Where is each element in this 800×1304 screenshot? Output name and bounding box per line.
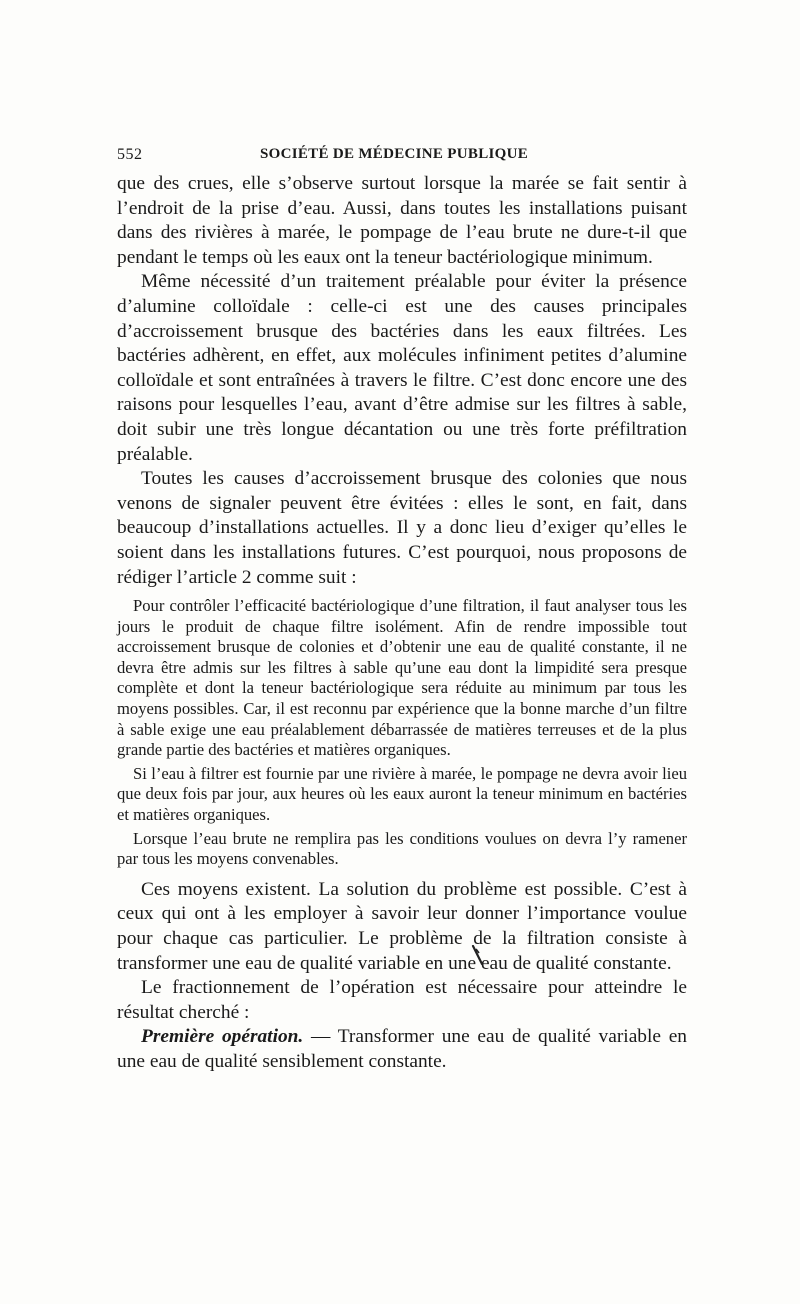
quoted-paragraph: Pour contrôler l’efficacité bactériologique d’une filtration, il faut analyser tous les jours le produit de chaque filtre isolément. Afin de rendre impossible tout accroissement brusque de colonies et d’obtenir une eau de qualité constante, il ne devra être admis sur les filtres à sable qu’une eau dont la limpidité sera presque complète et dont la teneur bactériologique sera réduite au minimum par tous les moyens possibles. Car, il est reconnu par expérience que la bonne marche d’un filtre à sable exige une eau préalablement débarrassée de matières terreuses et de la plus grande partie des bactéries et matières organiques. bbox=[117, 596, 687, 760]
operation-text: — Transformer une eau de qualité variable en une eau de qualité sensiblement constante. bbox=[117, 1026, 688, 1072]
paragraph: Toutes les causes d’accroissement brusque des colonies que nous venons de signaler peuvent être évitées : elles le sont, en fait, dans beaucoup d’installations actuelles. Il y a donc lieu d’exiger qu’elles le soient dans les installations futures. C’est pourquoi, nous proposons de rédiger l’article 2 comme suit : bbox=[117, 468, 687, 588]
proposed-article-quote bbox=[117, 596, 687, 870]
page-number: 552 bbox=[117, 146, 143, 163]
paragraph: Le fractionnement de l’opération est nécessaire pour atteindre le résultat cherché : bbox=[117, 977, 687, 1023]
body-text bbox=[117, 172, 687, 1075]
running-title: SOCIÉTÉ DE MÉDECINE PUBLIQUE bbox=[260, 146, 529, 162]
operation-label: Première opération. bbox=[141, 1026, 304, 1048]
final-paragraph bbox=[117, 1025, 687, 1074]
quoted-paragraph: Si l’eau à filtrer est fournie par une rivière à marée, le pompage ne devra avoir lieu que deux fois par jour, aux heures où les eaux auront la teneur minimum en bactéries et matières organiques. bbox=[117, 763, 687, 825]
paragraph: Ces moyens existent. La solution du problème est possible. C’est à ceux qui ont à les employer à savoir leur donner l’importance voulue pour chaque cas particulier. Le problème de la filtration consiste à transformer une eau de qualité variable en une eau de qualité constante. bbox=[117, 878, 687, 974]
ink-mark-icon bbox=[471, 945, 485, 967]
paragraph: Même nécessité d’un traitement préalable pour éviter la présence d’alumine colloïdale : celle-ci est une des causes principales d’accroissement brusque des bactéries dans les eaux filtrées. Les bactéries adhèrent, en effet, aux molécules infiniment petites d’alumine colloïdale et sont entraînées à travers le filtre. C’est donc encore une des raisons pour lesquelles l’eau, avant d’être admise sur les filtres à sable, doit subir une très longue décantation ou une très forte préfiltration préalable. bbox=[117, 271, 687, 465]
page-header bbox=[117, 146, 687, 170]
paragraph: que des crues, elle s’observe surtout lorsque la marée se fait sentir à l’endroit de la prise d’eau. Aussi, dans toutes les installations puisant dans des rivières à marée, le pompage de l’eau brute ne dure-t-il que pendant le temps où les eaux ont la teneur bactériologique minimum. bbox=[117, 173, 687, 268]
quoted-paragraph: Lorsque l’eau brute ne remplira pas les conditions voulues on devra l’y ramener par tous les moyens convenables. bbox=[117, 828, 687, 869]
